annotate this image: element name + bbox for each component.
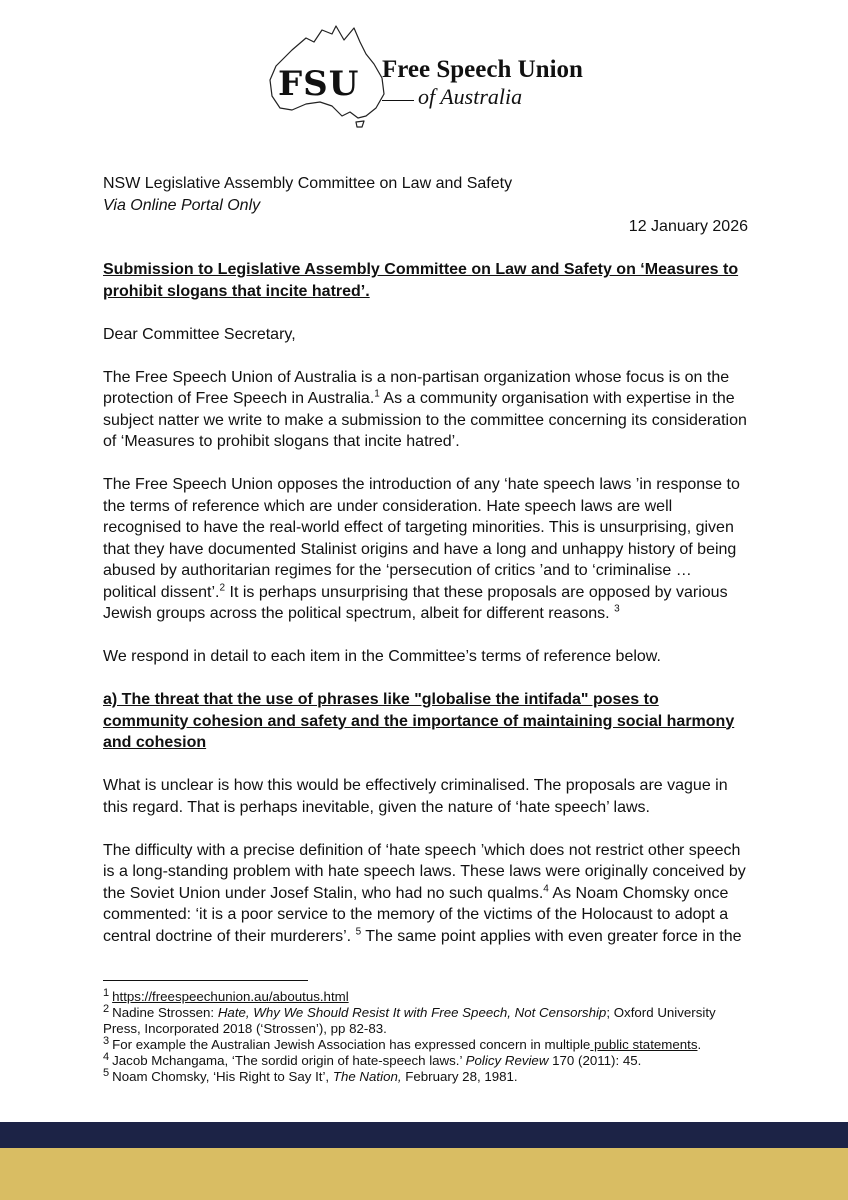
paragraph-1: The Free Speech Union of Australia is a non-partisan organization whose focus is on the protection of Free Speech in Australia.$^1$ As a community organisation with expertise in the subject natter we write to make a submission to the committee concerning its consideration of ‘Measures to prohibit slogans that incite hatred’.	[103, 368, 747, 450]
footnote-2: $^2$ Nadine Strossen: Hate, Why We Should Resist It with Free Speech, Not Censorship; Oxford University Press, Incorporated 2018 (‘Strossen’), pp 82-83.	[103, 1002, 716, 1036]
about-link[interactable]: https://freespeechunion.au/aboutus.html	[112, 989, 349, 1004]
submission-title: Submission to Legislative Assembly Committee on Law and Safety on ‘Measures to prohibit slogans that incite hatred’.	[103, 261, 739, 300]
section-a-paragraph-2: The difficulty with a precise definition of ‘hate speech ’which does not restrict other speech is a long-standing problem with hate speech laws. These laws were originally conceived by the Soviet Union under Josef Stalin, who had no such qualms.$^4$ As Noam Chomsky once commented: ‘it is a poor service to the memory of the victims of the Holocaust to adopt a central doctrine of their murderers’. $^5$ The same point applies with even greater force in the	[103, 841, 746, 945]
footnote-ref[interactable]: 3	[614, 603, 620, 615]
footer-band-gold	[0, 1148, 848, 1200]
footnotes	[103, 986, 748, 1085]
section-a-heading: a) The threat that the use of phrases like "globalise the intifada" poses to community cohesion and safety and the importance of maintaining social harmony and cohesion	[103, 691, 735, 751]
letter-date: 12 January 2026	[628, 218, 748, 235]
logo	[262, 20, 592, 128]
salutation: Dear Committee Secretary,	[103, 325, 296, 343]
logo-divider	[382, 100, 414, 101]
logo-name: Free Speech Union	[382, 56, 583, 83]
letter-body	[103, 173, 748, 947]
paragraph-3: We respond in detail to each item in the Committee’s terms of reference below.	[103, 648, 661, 665]
footnote-3: $^3$ For example the Australian Jewish Association has expressed concern in multiple public statements.	[103, 1034, 702, 1052]
section-a-paragraph-1: What is unclear is how this would be effectively criminalised. The proposals are vague in this regard. That is perhaps inevitable, given the nature of ‘hate speech’ laws.	[103, 777, 728, 816]
footnote-ref[interactable]: 1	[374, 388, 380, 400]
footnote-ref[interactable]: 4	[543, 883, 549, 895]
footnote-5: $^5$ Noam Chomsky, ‘His Right to Say It’, The Nation, February 28, 1981.	[103, 1066, 518, 1084]
footnote-ref[interactable]: 2	[219, 582, 226, 594]
logo-subtitle: of Australia	[418, 84, 523, 109]
footnote-1: $^1$ https://freespeechunion.au/aboutus.html	[103, 986, 349, 1004]
footnote-4: $^4$ Jacob Mchangama, ‘The sordid origin of hate-speech laws.’ Policy Review 170 (2011): 45.	[103, 1050, 642, 1068]
paragraph-2: The Free Speech Union opposes the introduction of any ‘hate speech laws ’in response to the terms of reference which are under consideration. Hate speech laws are well recognised to have the real-world effect of targeting minorities. This is unsurprising, given that they have documented Stalinist origins and have a long and unhappy history of being abused by authoritarian regimes for the ‘persecution of critics ’and to ‘criminalise … political dissent’.$^2$ It is perhaps unsurprising that these proposals are opposed by various Jewish groups across the political spectrum, albeit for different reasons. $^3$	[103, 476, 740, 622]
footnote-ref[interactable]: 5	[355, 926, 362, 938]
delivery-method: Via Online Portal Only	[103, 196, 261, 214]
footnote-divider	[103, 980, 308, 981]
footer-band-navy	[0, 1122, 848, 1148]
logo-initials: FSU	[278, 64, 360, 104]
recipient: NSW Legislative Assembly Committee on Law and Safety	[103, 175, 513, 192]
public-statements-link[interactable]: public statements	[590, 1037, 698, 1052]
